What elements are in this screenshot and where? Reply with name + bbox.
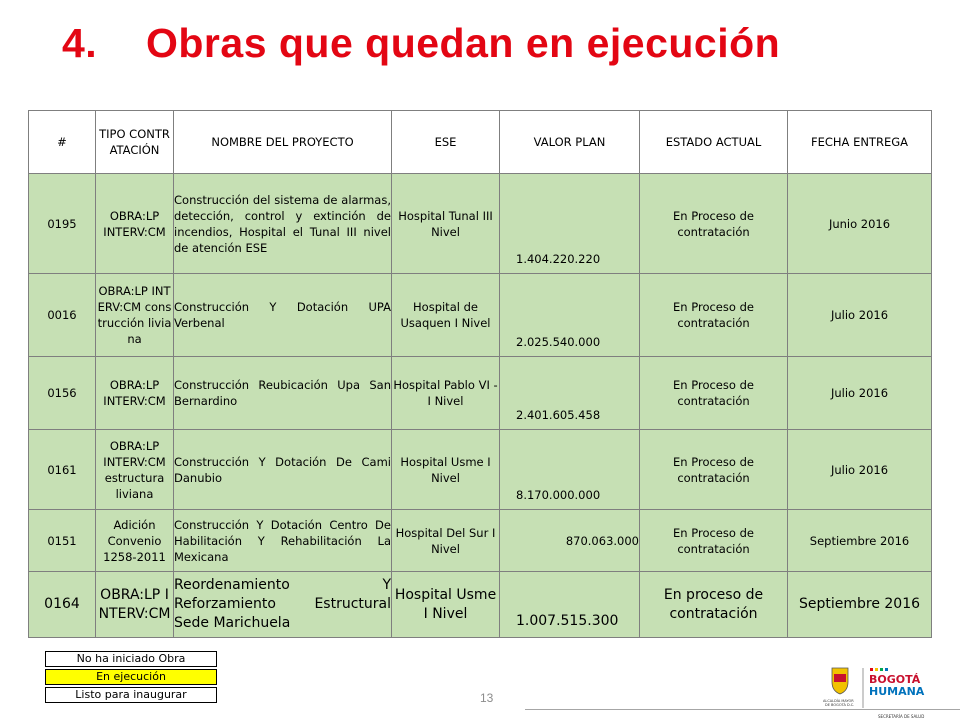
row-nombre: Construcción Reubicación Upa San Bernardino	[174, 357, 392, 430]
header-tipo-contratacion: TIPO CONTRATACIÓN	[96, 111, 174, 174]
row-nombre: Construcción Y Dotación UPA Verbenal	[174, 274, 392, 357]
row-ese: Hospital Pablo VI - I Nivel	[392, 357, 500, 430]
title-number: 4.	[62, 20, 98, 66]
row-fecha: Junio 2016	[788, 174, 932, 274]
logo-colors	[870, 668, 888, 671]
row-nombre: Construcción del sistema de alarmas, detección, control y extinción de incendios, Hospital el Tunal III nivel de atención ESE	[174, 174, 392, 274]
legend-not-started: No ha iniciado Obra	[45, 651, 217, 667]
row-nombre: Construcción Y Dotación Centro De Habilitación Y Rehabilitación La Mexicana	[174, 510, 392, 572]
header-ese: ESE	[392, 111, 500, 174]
table-row	[29, 357, 932, 430]
row-estado: En Proceso de contratación	[640, 274, 788, 357]
logo-brand-line2: HUMANA	[869, 685, 925, 698]
row-estado: En Proceso de contratación	[640, 174, 788, 274]
projects-table	[28, 110, 932, 638]
row-id: 0161	[29, 430, 96, 510]
header-fecha-entrega: FECHA ENTREGA	[788, 111, 932, 174]
table-row	[29, 174, 932, 274]
row-estado: En Proceso de contratación	[640, 430, 788, 510]
page-title	[62, 20, 780, 67]
header-nombre-proyecto: NOMBRE DEL PROYECTO	[174, 111, 392, 174]
row-valor: 870.063.000	[500, 510, 640, 572]
logo-city-line2: DE BOGOTÁ D.C.	[825, 703, 855, 707]
row-id: 0156	[29, 357, 96, 430]
legend-in-execution: En ejecución	[45, 669, 217, 685]
table-row	[29, 430, 932, 510]
row-id: 0151	[29, 510, 96, 572]
row-ese: Hospital Tunal III Nivel	[392, 174, 500, 274]
row-valor: 8.170.000.000	[500, 430, 640, 510]
row-ese: Hospital Del Sur I Nivel	[392, 510, 500, 572]
header-number: #	[29, 111, 96, 174]
header-estado-actual: ESTADO ACTUAL	[640, 111, 788, 174]
row-tipo: Adición Convenio 1258-2011	[96, 510, 174, 572]
row-tipo: OBRA:LP INTERV:CM construcción liviana	[96, 274, 174, 357]
logo-brand-line1: BOGOTÁ	[869, 673, 921, 686]
table-header-row	[29, 111, 932, 174]
row-estado: En Proceso de contratación	[640, 510, 788, 572]
row-fecha: Julio 2016	[788, 274, 932, 357]
row-fecha: Julio 2016	[788, 430, 932, 510]
row-ese: Hospital de Usaquen I Nivel	[392, 274, 500, 357]
row-fecha: Septiembre 2016	[788, 572, 932, 638]
logo-city-line1: ALCALDÍA MAYOR	[823, 699, 854, 703]
page-number: 13	[480, 691, 494, 705]
row-valor: 1.404.220.220	[500, 174, 640, 274]
header-valor-plan: VALOR PLAN	[500, 111, 640, 174]
row-ese: Hospital Usme I Nivel	[392, 572, 500, 638]
row-fecha: Julio 2016	[788, 357, 932, 430]
title-text: Obras que quedan en ejecución	[146, 20, 781, 66]
row-nombre: Construcción Y Dotación De Cami Danubio	[174, 430, 392, 510]
row-id: 0164	[29, 572, 96, 638]
row-fecha: Septiembre 2016	[788, 510, 932, 572]
row-valor: 2.401.605.458	[500, 357, 640, 430]
row-estado: En Proceso de contratación	[640, 357, 788, 430]
row-ese: Hospital Usme I Nivel	[392, 430, 500, 510]
table-row	[29, 510, 932, 572]
row-estado: En proceso de contratación	[640, 572, 788, 638]
logo-secretaria: SECRETARÍA DE SALUD	[878, 714, 925, 719]
row-nombre: Reordenamiento Y Reforzamiento Estructural Sede Marichuela	[174, 572, 392, 638]
row-valor: 1.007.515.300	[500, 572, 640, 638]
row-tipo: OBRA:LP INTERV:CM	[96, 174, 174, 274]
row-tipo: OBRA:LP INTERV:CM	[96, 572, 174, 638]
table-row	[29, 572, 932, 638]
row-valor: 2.025.540.000	[500, 274, 640, 357]
legend-ready-to-inaugurate: Listo para inaugurar	[45, 687, 217, 703]
row-id: 0195	[29, 174, 96, 274]
table-row	[29, 274, 932, 357]
city-shield-icon	[820, 664, 940, 720]
row-tipo: OBRA:LP INTERV:CM	[96, 357, 174, 430]
bogota-humana-logo	[820, 664, 940, 720]
row-id: 0016	[29, 274, 96, 357]
row-tipo: OBRA:LP INTERV:CM estructura liviana	[96, 430, 174, 510]
